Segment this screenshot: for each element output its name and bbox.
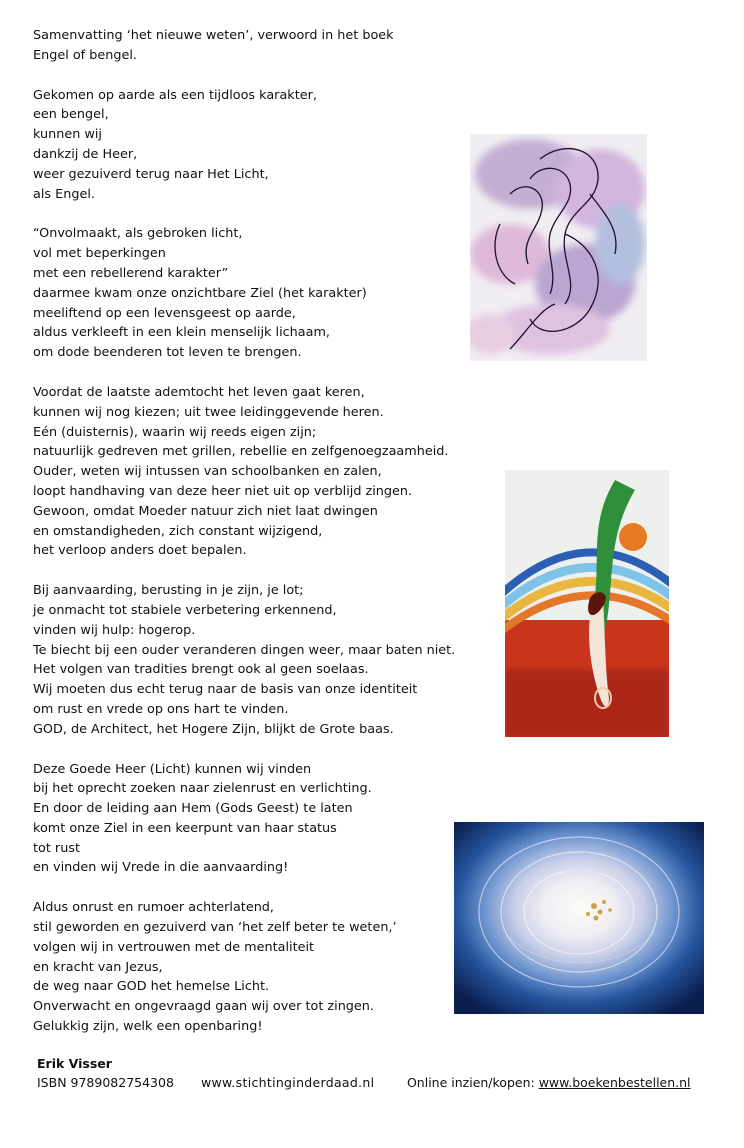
poem-line: vinden wij hulp: hogerop. <box>33 622 196 638</box>
poem-line: Gewoon, omdat Moeder natuur zich niet laat dwingen <box>33 503 378 519</box>
poem-line: bij het oprecht zoeken naar zielenrust en verlichting. <box>33 781 372 797</box>
poem-stanza <box>33 898 503 1037</box>
author-name: Erik Visser <box>37 1056 112 1071</box>
poem-line: volgen wij in vertrouwen met de mentaliteit <box>33 939 315 955</box>
poem-line: Deze Goede Heer (Licht) kunnen wij vinden <box>33 761 312 777</box>
poem-line: je onmacht tot stabiele verbetering erkennend, <box>33 602 337 618</box>
poem-line: meeliftend op een levensgeest op aarde, <box>33 305 296 321</box>
poem-line: om dode beenderen tot leven te brengen. <box>33 345 302 361</box>
poem-line: Gekomen op aarde als een tijdloos karakter, <box>33 87 317 103</box>
poem-line: het verloop anders doet bepalen. <box>33 543 247 559</box>
poem-line: En door de leiding aan Hem (Gods Geest) te laten <box>33 801 353 817</box>
website-text: www.stichtinginderdaad.nl <box>200 1075 375 1090</box>
poem-line: GOD, de Architect, het Hogere Zijn, blijkt de Grote baas. <box>33 721 394 737</box>
poem-line: kunnen wij <box>33 127 102 143</box>
poem-line: Onverwacht en ongevraagd gaan wij over tot zingen. <box>33 999 374 1015</box>
poem-line: en omstandigheden, zich constant wijzigend, <box>33 523 323 539</box>
poem-line: de weg naar GOD het hemelse Licht. <box>33 979 270 995</box>
poem-line: Ouder, weten wij intussen van schoolbanken en zalen, <box>33 464 382 480</box>
painting-sun-rainbow-image <box>505 470 669 737</box>
poem-line: Eén (duisternis), waarin wij reeds eigen zijn; <box>33 424 317 440</box>
poem-line: loopt handhaving van deze heer niet uit op verblijd zingen. <box>33 483 413 499</box>
poem-line: stil geworden en gezuiverd van ‘het zelf beter te weten,’ <box>33 920 397 936</box>
poem-line: en vinden wij Vrede in die aanvaarding! <box>33 860 289 876</box>
poem-line: weer gezuiverd terug naar Het Licht, <box>33 166 269 182</box>
poem-line: met een rebellerend karakter” <box>33 265 229 281</box>
shop-link[interactable]: www.boekenbestellen.nl <box>538 1075 691 1090</box>
poem-stanza <box>33 224 503 363</box>
poem-line: Aldus onrust en rumoer achterlatend, <box>33 900 274 916</box>
poem-line: natuurlijk gedreven met grillen, rebellie en zelfgenoegzaamheid. <box>33 444 449 460</box>
poem-line: Voordat de laatste ademtocht het leven gaat keren, <box>33 384 365 400</box>
poem-line: Te biecht bij een ouder veranderen dingen weer, maar baten niet. <box>33 642 456 658</box>
poem-line: Engel of bengel. <box>33 47 137 63</box>
poem-line: om rust en vrede op ons hart te vinden. <box>33 701 289 717</box>
poem-line: als Engel. <box>33 186 95 202</box>
poem-line: komt onze Ziel in een keerpunt van haar status <box>33 820 337 836</box>
poem-line: Wij moeten dus echt terug naar de basis van onze identiteit <box>33 682 418 698</box>
poem-line: dankzij de Heer, <box>33 146 138 162</box>
poem-line: Samenvatting ‘het nieuwe weten’, verwoord in het boek <box>33 28 394 43</box>
poem-line: Het volgen van tradities brengt ook al geen soelaas. <box>33 662 369 678</box>
poem-line: tot rust <box>33 840 80 856</box>
poem-text <box>33 26 503 1057</box>
poem-stanza <box>33 86 503 205</box>
isbn: ISBN 9789082754308 <box>37 1075 174 1090</box>
poem-line: kunnen wij nog kiezen; uit twee leidinggevende heren. <box>33 404 384 420</box>
painting-blue-vortex-image <box>454 822 704 1014</box>
poem-line: Gelukkig zijn, welk een openbaring! <box>33 1019 263 1035</box>
poem-stanza <box>33 760 503 879</box>
poem-stanza <box>33 383 503 561</box>
poem-line: daarmee kwam onze onzichtbare Ziel (het karakter) <box>33 285 367 301</box>
online-label: Online inzien/kopen: <box>406 1075 535 1090</box>
poem-line: en kracht van Jezus, <box>33 959 163 975</box>
footer <box>37 1075 691 1090</box>
poem-line: “Onvolmaakt, als gebroken licht, <box>33 226 243 242</box>
poem-stanza <box>33 581 503 739</box>
poem-line: Bij aanvaarding, berusting in je zijn, je lot; <box>33 583 304 599</box>
poem-line: aldus verkleeft in een klein menselijk lichaam, <box>33 325 330 341</box>
poem-line: een bengel, <box>33 107 109 123</box>
poem-stanza <box>33 26 503 66</box>
poem-line: vol met beperkingen <box>33 246 166 262</box>
painting-figure-image <box>470 134 647 361</box>
